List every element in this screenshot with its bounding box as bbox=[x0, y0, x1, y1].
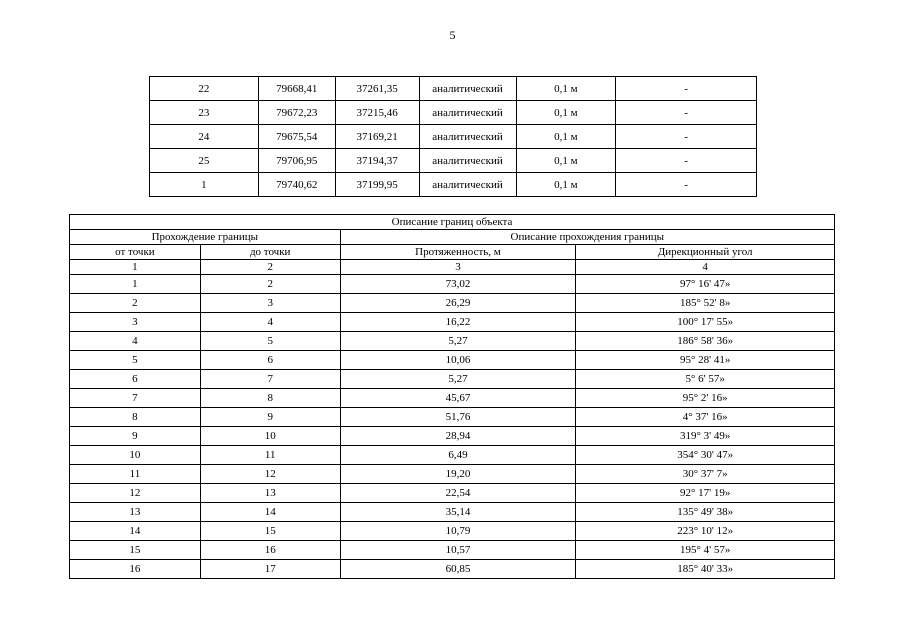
point-number-cell: 25 bbox=[150, 149, 259, 173]
accuracy-cell: 0,1 м bbox=[516, 101, 616, 125]
from-point-cell: 13 bbox=[70, 503, 201, 522]
bearing-cell: 185° 52' 8» bbox=[576, 294, 835, 313]
note-cell: - bbox=[616, 149, 757, 173]
length-cell: 10,06 bbox=[340, 351, 576, 370]
table-row bbox=[70, 275, 835, 294]
bearing-cell: 223° 10' 12» bbox=[576, 522, 835, 541]
y-coordinate-cell: 37199,95 bbox=[335, 173, 419, 197]
to-point-cell: 4 bbox=[200, 313, 340, 332]
to-point-cell: 8 bbox=[200, 389, 340, 408]
bearing-cell: 135° 49' 38» bbox=[576, 503, 835, 522]
bearing-cell: 95° 28' 41» bbox=[576, 351, 835, 370]
from-point-cell: 7 bbox=[70, 389, 201, 408]
table-row bbox=[70, 389, 835, 408]
page-number: 5 bbox=[449, 28, 456, 42]
to-point-cell: 2 bbox=[200, 275, 340, 294]
length-cell: 51,76 bbox=[340, 408, 576, 427]
length-cell: 73,02 bbox=[340, 275, 576, 294]
from-point-cell: 6 bbox=[70, 370, 201, 389]
accuracy-cell: 0,1 м bbox=[516, 173, 616, 197]
point-number-cell: 1 bbox=[150, 173, 259, 197]
from-point-cell: 2 bbox=[70, 294, 201, 313]
table-row bbox=[150, 173, 757, 197]
from-point-cell: 9 bbox=[70, 427, 201, 446]
x-coordinate-cell: 79675,54 bbox=[258, 125, 335, 149]
bearing-cell: 195° 4' 57» bbox=[576, 541, 835, 560]
length-cell: 10,79 bbox=[340, 522, 576, 541]
to-point-cell: 6 bbox=[200, 351, 340, 370]
method-cell: аналитический bbox=[419, 149, 516, 173]
from-point-cell: 3 bbox=[70, 313, 201, 332]
y-coordinate-cell: 37261,35 bbox=[335, 77, 419, 101]
from-point-cell: 10 bbox=[70, 446, 201, 465]
table-row bbox=[150, 101, 757, 125]
note-cell: - bbox=[616, 125, 757, 149]
table-row bbox=[150, 125, 757, 149]
method-cell: аналитический bbox=[419, 173, 516, 197]
bearing-cell: 92° 17' 19» bbox=[576, 484, 835, 503]
length-cell: 5,27 bbox=[340, 370, 576, 389]
to-point-cell: 7 bbox=[200, 370, 340, 389]
from-point-cell: 11 bbox=[70, 465, 201, 484]
from-point-cell: 12 bbox=[70, 484, 201, 503]
bearing-cell: 30° 37' 7» bbox=[576, 465, 835, 484]
table-title: Описание границ объекта bbox=[70, 215, 835, 230]
note-cell: - bbox=[616, 101, 757, 125]
table-row bbox=[70, 332, 835, 351]
length-cell: 26,29 bbox=[340, 294, 576, 313]
y-coordinate-cell: 37215,46 bbox=[335, 101, 419, 125]
length-cell: 5,27 bbox=[340, 332, 576, 351]
from-point-cell: 8 bbox=[70, 408, 201, 427]
table-row bbox=[70, 408, 835, 427]
to-point-cell: 17 bbox=[200, 560, 340, 579]
table-row bbox=[70, 465, 835, 484]
point-number-cell: 24 bbox=[150, 125, 259, 149]
bearing-cell: 319° 3' 49» bbox=[576, 427, 835, 446]
table-row bbox=[70, 351, 835, 370]
table-row bbox=[70, 484, 835, 503]
from-point-cell: 5 bbox=[70, 351, 201, 370]
table-row bbox=[70, 560, 835, 579]
table-row bbox=[150, 149, 757, 173]
bearing-cell: 4° 37' 16» bbox=[576, 408, 835, 427]
point-number-cell: 23 bbox=[150, 101, 259, 125]
to-point-cell: 13 bbox=[200, 484, 340, 503]
bearing-cell: 97° 16' 47» bbox=[576, 275, 835, 294]
column-header-bearing: Дирекционный угол bbox=[576, 245, 835, 260]
passage-group-header: Прохождение границы bbox=[70, 230, 341, 245]
bearing-cell: 186° 58' 36» bbox=[576, 332, 835, 351]
table-row bbox=[70, 313, 835, 332]
from-point-cell: 15 bbox=[70, 541, 201, 560]
table-row bbox=[70, 446, 835, 465]
length-cell: 28,94 bbox=[340, 427, 576, 446]
to-point-cell: 9 bbox=[200, 408, 340, 427]
length-cell: 6,49 bbox=[340, 446, 576, 465]
method-cell: аналитический bbox=[419, 101, 516, 125]
y-coordinate-cell: 37194,37 bbox=[335, 149, 419, 173]
x-coordinate-cell: 79668,41 bbox=[258, 77, 335, 101]
length-cell: 35,14 bbox=[340, 503, 576, 522]
table-row bbox=[70, 503, 835, 522]
y-coordinate-cell: 37169,21 bbox=[335, 125, 419, 149]
to-point-cell: 15 bbox=[200, 522, 340, 541]
x-coordinate-cell: 79706,95 bbox=[258, 149, 335, 173]
description-group-header: Описание прохождения границы bbox=[340, 230, 834, 245]
coordinates-table bbox=[149, 76, 757, 197]
length-cell: 19,20 bbox=[340, 465, 576, 484]
column-number: 2 bbox=[200, 260, 340, 275]
method-cell: аналитический bbox=[419, 77, 516, 101]
from-point-cell: 14 bbox=[70, 522, 201, 541]
x-coordinate-cell: 79672,23 bbox=[258, 101, 335, 125]
accuracy-cell: 0,1 м bbox=[516, 77, 616, 101]
table-row bbox=[70, 522, 835, 541]
table-row bbox=[70, 294, 835, 313]
from-point-cell: 4 bbox=[70, 332, 201, 351]
note-cell: - bbox=[616, 173, 757, 197]
to-point-cell: 14 bbox=[200, 503, 340, 522]
length-cell: 45,67 bbox=[340, 389, 576, 408]
boundary-description-table bbox=[69, 214, 835, 579]
bearing-cell: 185° 40' 33» bbox=[576, 560, 835, 579]
column-header-from-point: от точки bbox=[70, 245, 201, 260]
method-cell: аналитический bbox=[419, 125, 516, 149]
bearing-cell: 95° 2' 16» bbox=[576, 389, 835, 408]
column-number: 3 bbox=[340, 260, 576, 275]
length-cell: 60,85 bbox=[340, 560, 576, 579]
to-point-cell: 16 bbox=[200, 541, 340, 560]
accuracy-cell: 0,1 м bbox=[516, 149, 616, 173]
table-row bbox=[70, 541, 835, 560]
to-point-cell: 11 bbox=[200, 446, 340, 465]
accuracy-cell: 0,1 м bbox=[516, 125, 616, 149]
length-cell: 16,22 bbox=[340, 313, 576, 332]
table-row bbox=[150, 77, 757, 101]
note-cell: - bbox=[616, 77, 757, 101]
column-header-to-point: до точки bbox=[200, 245, 340, 260]
table-row bbox=[70, 370, 835, 389]
bearing-cell: 5° 6' 57» bbox=[576, 370, 835, 389]
to-point-cell: 12 bbox=[200, 465, 340, 484]
length-cell: 10,57 bbox=[340, 541, 576, 560]
bearing-cell: 354° 30' 47» bbox=[576, 446, 835, 465]
from-point-cell: 1 bbox=[70, 275, 201, 294]
length-cell: 22,54 bbox=[340, 484, 576, 503]
column-number: 1 bbox=[70, 260, 201, 275]
column-number: 4 bbox=[576, 260, 835, 275]
to-point-cell: 3 bbox=[200, 294, 340, 313]
to-point-cell: 5 bbox=[200, 332, 340, 351]
from-point-cell: 16 bbox=[70, 560, 201, 579]
bearing-cell: 100° 17' 55» bbox=[576, 313, 835, 332]
table-row bbox=[70, 427, 835, 446]
to-point-cell: 10 bbox=[200, 427, 340, 446]
column-header-length: Протяженность, м bbox=[340, 245, 576, 260]
x-coordinate-cell: 79740,62 bbox=[258, 173, 335, 197]
point-number-cell: 22 bbox=[150, 77, 259, 101]
